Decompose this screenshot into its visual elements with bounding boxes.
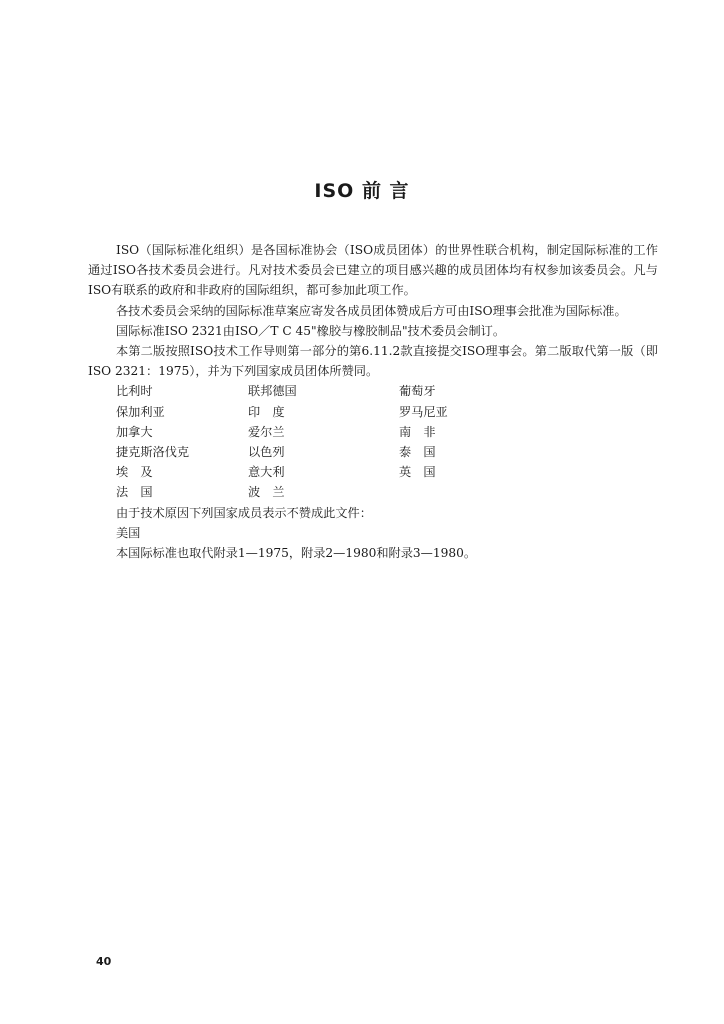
disapproving-country: 美国 <box>116 525 141 540</box>
country-item <box>399 482 549 502</box>
country-item: 捷克斯洛伐克 <box>116 445 190 460</box>
country-item: 法 国 <box>116 485 153 500</box>
country-item: 南 非 <box>399 424 436 439</box>
country-item: 罗马尼亚 <box>399 404 448 419</box>
country-item: 联邦德国 <box>248 384 297 399</box>
country-item: 英 国 <box>399 465 436 480</box>
country-item: 意大利 <box>248 465 285 480</box>
country-item: 泰 国 <box>399 445 436 460</box>
country-item: 加拿大 <box>116 424 153 439</box>
paragraph-approval: 各技术委员会采纳的国际标准草案应寄发各成员团体赞成后方可由ISO理事会批准为国际标准。 <box>116 303 627 318</box>
paragraph-iso-intro: ISO（国际标准化组织）是各国标准协会（ISO成员团体）的世界性联合机构，制定国际标准的工作通过ISO各技术委员会进行。凡对技术委员会已建立的项目感兴趣的成员团体均有权参加该委员会。凡与ISO有联系的政府和非政府的国际组织，都可参加此项工作。 <box>88 243 658 298</box>
country-item: 印 度 <box>248 404 285 419</box>
paragraph-replacement-note: 本国际标准也取代附录1—1975，附录2—1980和附录3—1980。 <box>116 546 477 561</box>
country-item: 波 兰 <box>248 485 285 500</box>
paragraph-prepared-by: 国际标准ISO 2321由ISO／T C 45"橡胶与橡胶制品"技术委员会制订。 <box>116 323 506 338</box>
country-item: 以色列 <box>248 445 285 460</box>
paragraph-disapproval: 由于技术原因下列国家成员表示不赞成此文件： <box>116 505 372 520</box>
paragraph-second-edition: 本第二版按照ISO技术工作导则第一部分的第6.11.2款直接提交ISO理事会。第二版取代第一版（即ISO 2321：1975），并为下列国家成员团体所赞同。 <box>88 344 658 379</box>
country-item: 比利时 <box>116 384 153 399</box>
country-item: 保加利亚 <box>116 404 165 419</box>
country-item: 爱尔兰 <box>248 424 285 439</box>
approving-countries-list <box>88 381 658 502</box>
page-title: ISO 前 言 <box>314 180 410 202</box>
page-number: 40 <box>96 955 112 968</box>
country-item: 埃 及 <box>116 465 153 480</box>
foreword-body <box>88 240 658 563</box>
country-item: 葡萄牙 <box>399 384 436 399</box>
